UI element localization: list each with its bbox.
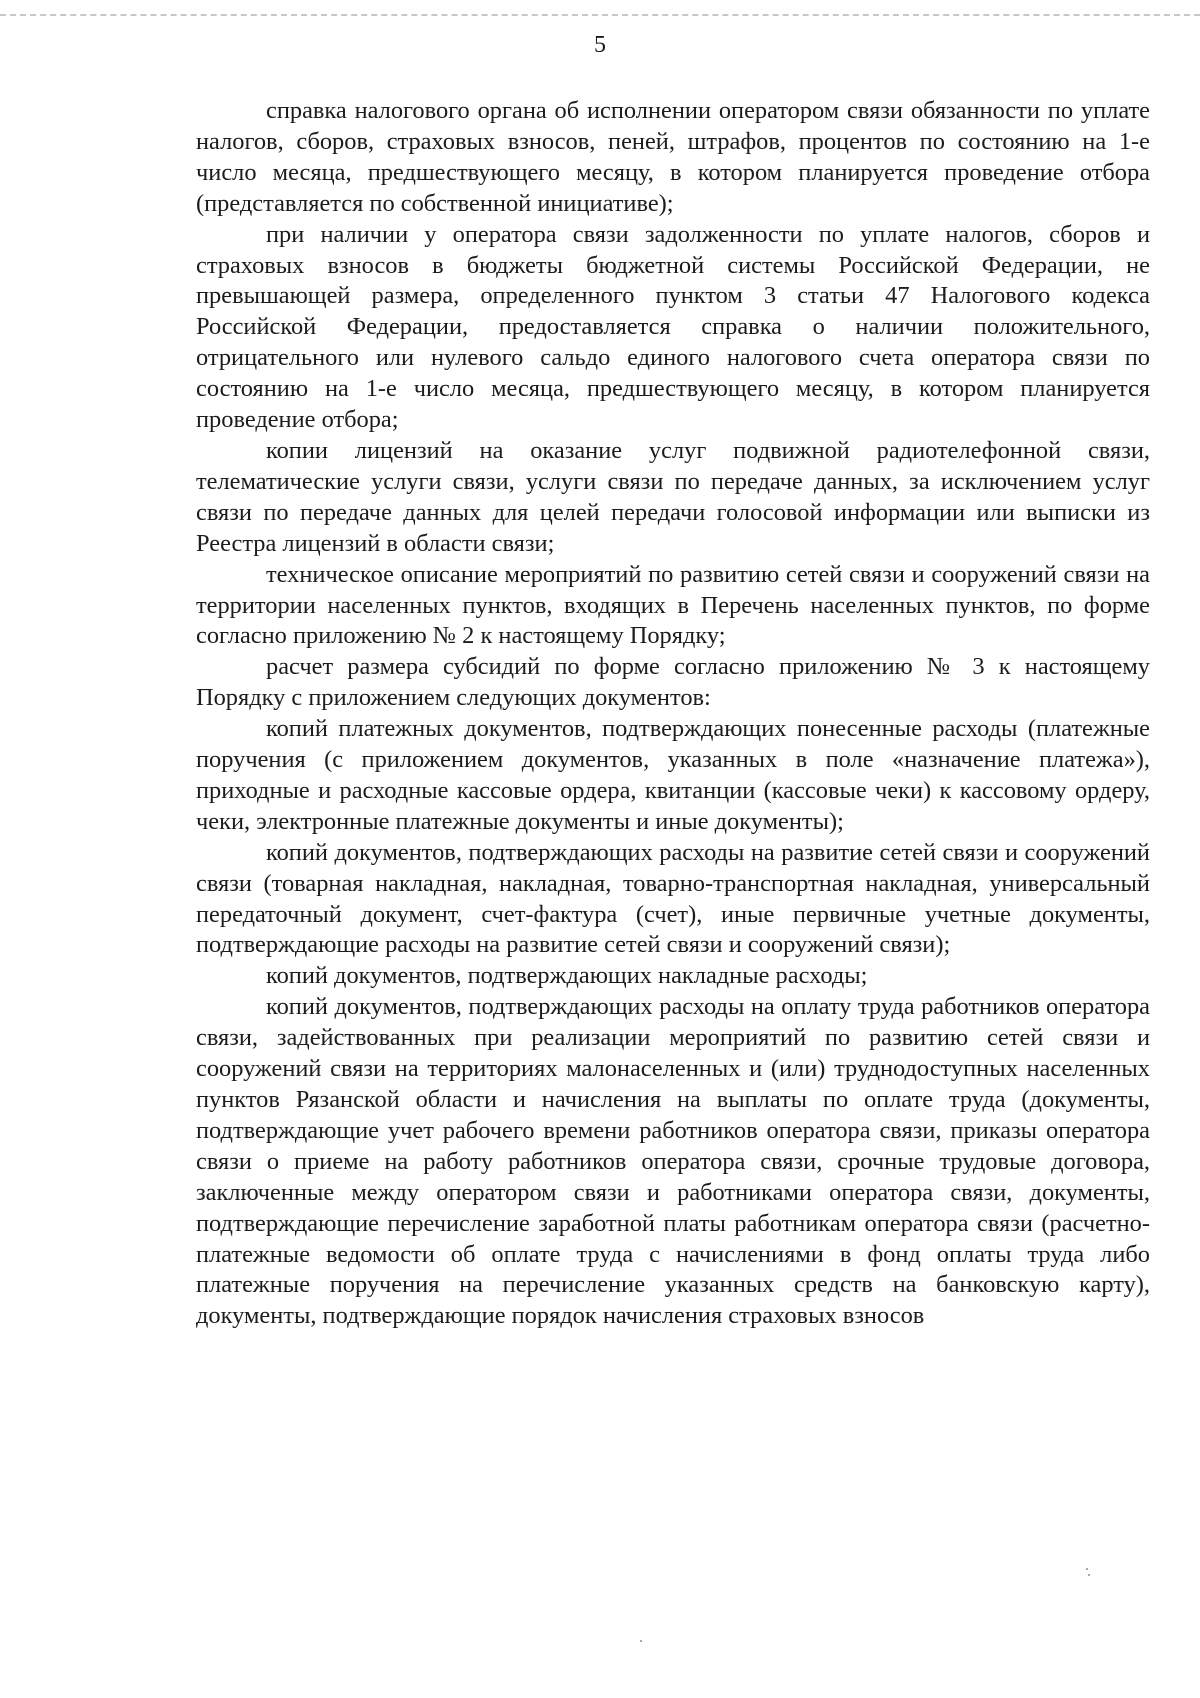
paragraph-network-expenses: копий документов, подтверждающих расходы на развитие сетей связи и сооружений связи (товарная накладная, накладная, товарно-транспортная накладная, универсальный передаточный документ, счет-фактура (счет), иные первичные учетные документы, подтверждающие расходы на развитие сетей связи и сооружений связи); <box>196 838 1150 959</box>
document-body <box>196 96 1150 1332</box>
paragraph-license-copies: копии лицензий на оказание услуг подвижной радиотелефонной связи, телематические услуги связи, услуги связи по передаче данных, за исключением услуг связи по передаче данных для целей передачи голосовой информации или выписки из Реестра лицензий в области связи; <box>196 436 1150 557</box>
paragraph-technical-description: техническое описание мероприятий по развитию сетей связи и сооружений связи на территории населенных пунктов, входящих в Перечень населенных пунктов, по форме согласно приложению № 2 к настоящему Порядку; <box>196 560 1150 650</box>
paragraph-labor-expenses: копий документов, подтверждающих расходы на оплату труда работников оператора связи, задействованных при реализации мероприятий по развитию сетей связи и сооружений связи на территориях малонаселенных и (или) труднодоступных населенных пунктов Рязанской области и начисления на выплаты по оплате труда (документы, подтверждающие учет рабочего времени работников оператора связи, приказы оператора связи о приеме на работу работников оператора связи, срочные трудовые договора, заключенные между оператором связи и работниками оператора связи, документы, подтверждающие перечисление заработной платы работникам оператора связи (расчетно-платежные ведомости об оплате труда с начислениями в фонд оплаты труда либо платежные поручения на перечисление указанных средств на банковскую карту), документы, подтверждающие порядок начисления страховых взносов <box>196 993 1150 1330</box>
paragraph-tax-certificate: справка налогового органа об исполнении оператором связи обязанности по уплате налогов, сборов, страховых взносов, пеней, штрафов, процентов по состоянию на 1-е число месяца, предшествующего месяцу, в котором планируется проведение отбора (представляется по собственной инициативе); <box>196 97 1150 217</box>
paragraph-subsidy-calculation: расчет размера субсидий по форме согласно приложению № 3 к настоящему Порядку с приложением следующих документов: <box>196 653 1150 712</box>
paragraph-tax-debt-balance: при наличии у оператора связи задолженности по уплате налогов, сборов и страховых взносов в бюджеты бюджетной системы Российской Федерации, не превышающей размера, определенного пунктом 3 статьи 47 Налогового кодекса Российской Федерации, предоставляется справка о наличии положительного, отрицательного или нулевого сальдо единого налогового счета оператора связи по состоянию на 1-е число месяца, предшествующего месяцу, в котором планируется проведение отбора; <box>196 220 1150 434</box>
paragraph-overhead-expenses: копий документов, подтверждающих накладные расходы; <box>266 962 868 990</box>
page-number: 5 <box>594 32 606 58</box>
scan-speck <box>1086 1568 1088 1570</box>
scan-top-edge <box>0 14 1200 20</box>
scan-speck <box>1088 1574 1090 1576</box>
paragraph-payment-documents: копий платежных документов, подтверждающих понесенные расходы (платежные поручения (с приложением документов, указанных в поле «назначение платежа»), приходные и расходные кассовые ордера, квитанции (кассовые чеки) к кассовому ордеру, чеки, электронные платежные документы и иные документы); <box>196 715 1150 835</box>
scan-speck <box>640 1640 642 1642</box>
